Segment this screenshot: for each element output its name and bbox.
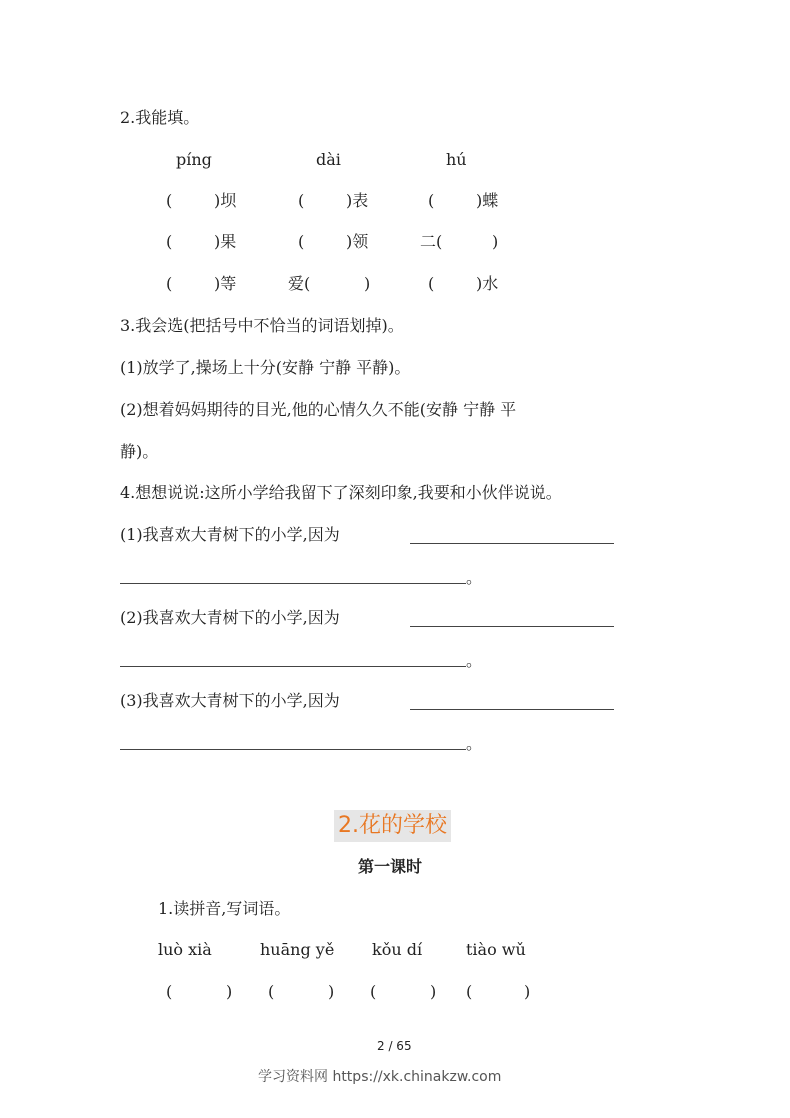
- q4-end-mark-1: 。: [466, 568, 483, 587]
- q2-row1-word-2: )表: [346, 191, 369, 210]
- q2-title: 2.我能填。: [120, 108, 200, 127]
- q2-row2-word-2: )领: [346, 232, 369, 251]
- q4-title: 4.想想说说:这所小学给我留下了深刻印象,我要和小伙伴说说。: [120, 483, 562, 502]
- q2-row1-word-3: )蝶: [476, 191, 499, 210]
- lesson-subtitle: 第一课时: [358, 857, 423, 876]
- answer-bracket-close-4: ): [524, 982, 531, 1001]
- answer-bracket-close-2: ): [328, 982, 335, 1001]
- q2-row2-bracket-1: (: [166, 232, 173, 251]
- q4-answer-blank-3b[interactable]: [120, 749, 466, 750]
- q2-row1-bracket-3: (: [428, 191, 435, 210]
- q4-answer-blank-2b[interactable]: [120, 666, 466, 667]
- footer-watermark[interactable]: 学习资料网 https://xk.chinakzw.com: [258, 1069, 502, 1085]
- q4-answer-blank-3a[interactable]: [410, 709, 614, 710]
- q2-row2-word-1: )果: [214, 232, 237, 251]
- q2-row3-bracket-3: (: [428, 274, 435, 293]
- q3-title: 3.我会选(把括号中不恰当的词语划掉)。: [120, 316, 404, 335]
- q2-row3-bracket-2: 爱(: [288, 274, 311, 293]
- q4-answer-blank-1b[interactable]: [120, 583, 466, 584]
- q4-answer-blank-1a[interactable]: [410, 543, 614, 544]
- answer-bracket-close-1: ): [226, 982, 233, 1001]
- q4-item-3: (3)我喜欢大青树下的小学,因为: [120, 691, 340, 710]
- q3-item-2-line-2: 静)。: [120, 442, 159, 461]
- pinyin-luo-xia: luò xià: [158, 940, 212, 959]
- q2-row1-word-1: )坝: [214, 191, 237, 210]
- q4-end-mark-2: 。: [466, 651, 483, 670]
- q2-row1-bracket-2: (: [298, 191, 305, 210]
- answer-bracket-open-1: (: [166, 982, 173, 1001]
- pinyin-kou-di: kǒu dí: [372, 940, 423, 959]
- pinyin-hu: hú: [446, 150, 467, 169]
- lesson-q1-title: 1.读拼音,写词语。: [158, 899, 291, 918]
- answer-bracket-close-3: ): [430, 982, 437, 1001]
- pinyin-tiao-wu: tiào wǔ: [466, 940, 526, 959]
- q4-item-1: (1)我喜欢大青树下的小学,因为: [120, 525, 340, 544]
- q2-row2-word-3: ): [492, 232, 499, 251]
- q3-item-1: (1)放学了,操场上十分(安静 宁静 平静)。: [120, 358, 411, 377]
- q4-item-2: (2)我喜欢大青树下的小学,因为: [120, 608, 340, 627]
- answer-bracket-open-3: (: [370, 982, 377, 1001]
- q2-row1-bracket-1: (: [166, 191, 173, 210]
- q3-item-2-line-1: (2)想着妈妈期待的目光,他的心情久久不能(安静 宁静 平: [120, 400, 517, 419]
- answer-bracket-open-4: (: [466, 982, 473, 1001]
- q2-row2-bracket-3: 二(: [420, 232, 443, 251]
- q2-row3-word-2: ): [364, 274, 371, 293]
- answer-bracket-open-2: (: [268, 982, 275, 1001]
- pinyin-huang-ye: huāng yě: [260, 940, 335, 959]
- pinyin-dai: dài: [316, 150, 341, 169]
- page-number: 2 / 65: [377, 1039, 412, 1053]
- lesson-title: 2.花的学校: [334, 810, 451, 842]
- q2-row3-bracket-1: (: [166, 274, 173, 293]
- q4-answer-blank-2a[interactable]: [410, 626, 614, 627]
- q2-row3-word-3: )水: [476, 274, 499, 293]
- pinyin-ping: píng: [176, 150, 212, 169]
- q2-row2-bracket-2: (: [298, 232, 305, 251]
- q4-end-mark-3: 。: [466, 734, 483, 753]
- q2-row3-word-1: )等: [214, 274, 237, 293]
